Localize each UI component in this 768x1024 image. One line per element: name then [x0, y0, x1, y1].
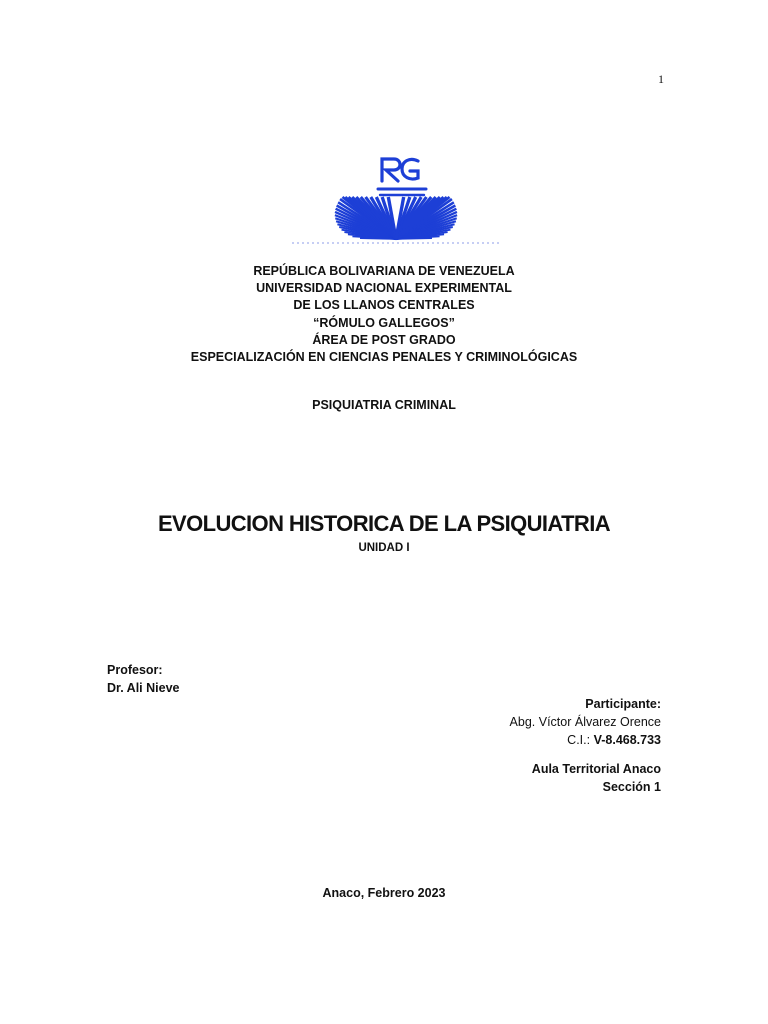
professor-label: Profesor:: [107, 663, 163, 677]
header-line-university: UNIVERSIDAD NACIONAL EXPERIMENTAL: [256, 281, 512, 296]
participant-name: Abg. Víctor Álvarez Orence: [509, 715, 661, 729]
classroom-block: [532, 760, 661, 796]
header-line-namesake: “RÓMULO GALLEGOS”: [313, 315, 455, 330]
header-line-region: DE LOS LLANOS CENTRALES: [293, 298, 475, 313]
unit-label: UNIDAD I: [358, 542, 410, 554]
document-title: EVOLUCION HISTORICA DE LA PSIQUIATRIA: [157, 511, 611, 536]
participant-label: Participante:: [585, 697, 661, 711]
header-line-area: ÁREA DE POST GRADO: [312, 332, 456, 347]
place-date: Anaco, Febrero 2023: [322, 886, 446, 900]
participant-id: [510, 731, 661, 749]
header-line-country: REPÚBLICA BOLIVARIANA DE VENEZUELA: [253, 264, 515, 278]
page-number: 1: [658, 72, 664, 86]
university-logo-icon: [286, 153, 506, 245]
participant-id-value: V-8.468.733: [593, 733, 661, 747]
classroom-name: Aula Territorial Anaco: [531, 762, 661, 776]
classroom-section: Sección 1: [602, 780, 661, 794]
professor-block: [107, 661, 180, 697]
participant-id-label: C.I.:: [567, 733, 591, 747]
participant-block: [510, 695, 661, 749]
header-line-specialization: ESPECIALIZACIÓN EN CIENCIAS PENALES Y CRIMINOLÓGICAS: [190, 350, 578, 365]
rg-monogram: [378, 159, 426, 195]
institution-header: [0, 263, 768, 366]
course-name: PSIQUIATRIA CRIMINAL: [312, 398, 456, 412]
professor-name: Dr. Ali Nieve: [107, 681, 180, 695]
